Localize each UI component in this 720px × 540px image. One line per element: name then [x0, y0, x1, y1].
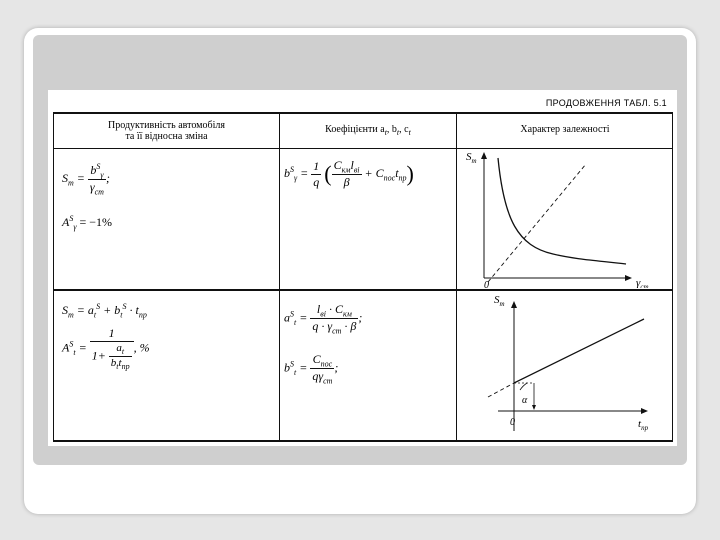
header-divider: [54, 148, 672, 149]
row2-angle-label: α: [522, 395, 528, 406]
row1-hyperbola-curve: [498, 158, 626, 264]
row1-dashed-line: [488, 164, 586, 282]
row2-line-extension: [488, 383, 514, 397]
row1-origin-label: 0: [484, 280, 489, 288]
row1-hyperbola-graph: [458, 150, 672, 288]
row1-relative-change: $A^S_\gamma = -1\%$: [62, 214, 113, 232]
row1-productivity-formula: $S_m$ = $\frac{b^S_\gamma}{\gamma_{cm}}$ ;: [62, 162, 110, 197]
row2-productivity-formula: $S_m = a_t^S + b_t^S \cdot t_{пр}$: [62, 302, 147, 320]
column-divider-1: [279, 114, 280, 440]
row1-coefficient-formula: $b^S_\gamma$ = $\frac{1}{q}$ ( $\frac{C_{км}l_{ві}}{\beta}$ + $C_{пос}t_{пр}$): [284, 158, 414, 190]
header-coefficients: Коефіцієнти $a_t$, $b_t$, $c_t$: [325, 124, 411, 137]
row1-y-label: $S_m$: [466, 151, 477, 165]
header-productivity: Продуктивність автомобіля та її відносна зміна: [108, 120, 225, 142]
row2-angle-arrow: [532, 405, 536, 410]
row2-line: [514, 319, 644, 383]
row1-y-arrow: [481, 152, 487, 159]
formula-table: [53, 112, 673, 442]
row1-x-arrow: [625, 275, 632, 281]
row2-origin-label: 0: [510, 417, 515, 428]
row2-relative-change: $A^S_t$ = 1 1+ $\frac{a_t}{b_tt_{пр}}$ , %: [62, 326, 150, 372]
row2-y-label: $S_m$: [494, 294, 505, 308]
document-page: [48, 90, 677, 446]
header-dependency: Характер залежності: [520, 124, 610, 135]
row2-coefficient-a: $a^S_t$ = $\frac{l_{ві} \cdot C_{км}}{q \cdot \gamma_{cm} \cdot \beta}$ ;: [284, 302, 363, 336]
column-divider-2: [456, 114, 457, 440]
row2-x-arrow: [641, 408, 648, 414]
row2-angle-arc: [520, 383, 527, 390]
table-caption: ПРОДОВЖЕННЯ ТАБЛ. 5.1: [545, 98, 667, 108]
row2-coefficient-b: $b^S_t$ = $\frac{C_{пос}}{q\gamma_{cm}}$ ;: [284, 352, 339, 386]
row1-x-label: $\gamma_{cm}$: [636, 277, 649, 288]
row2-y-arrow: [511, 301, 517, 308]
row2-linear-graph: [458, 291, 672, 441]
row2-x-label: $t_{пр}$: [638, 418, 649, 432]
